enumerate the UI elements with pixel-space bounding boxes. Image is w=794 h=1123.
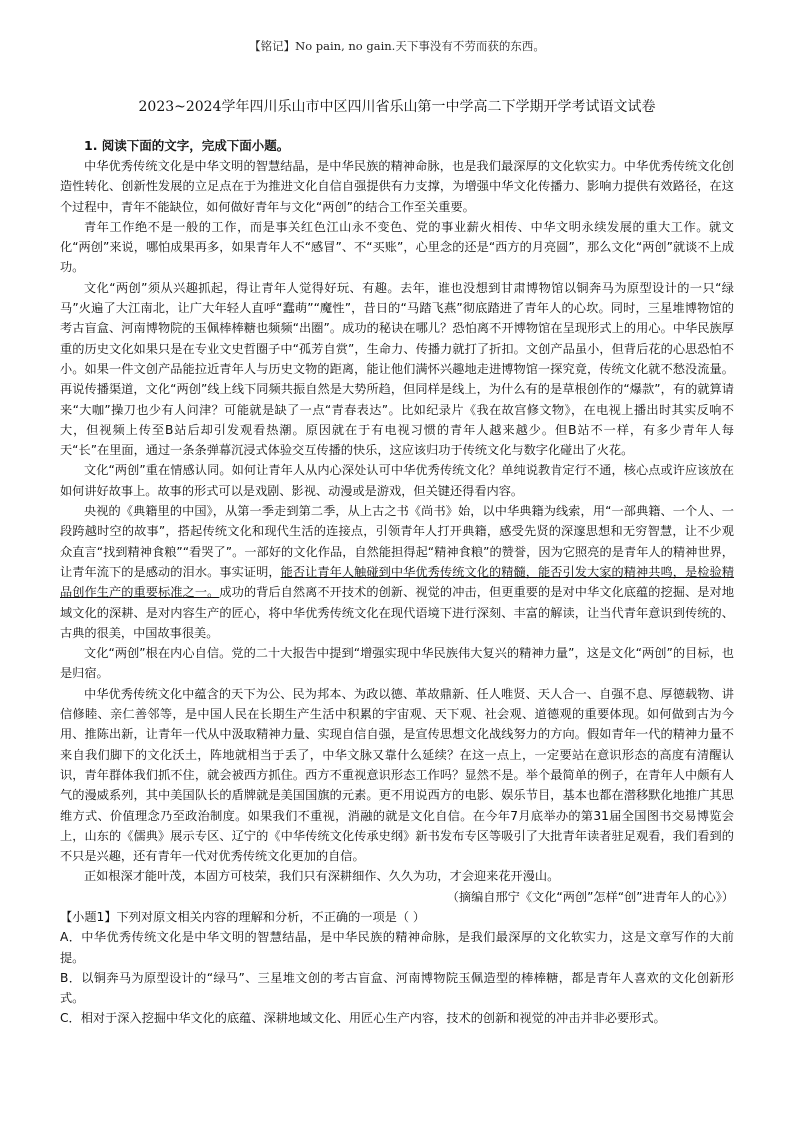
passage-paragraph-7: 中华优秀传统文化中蕴含的天下为公、民为邦本、为政以德、革故鼎新、任人唯贤、天人合一、自强不息、厚德载物、讲信修睦、亲仁善邻等，是中国人民在长期生产生活中积累的宇宙观、天下观、社会观、道德观的重要体现。如何做到古为今用、推陈出新，让青年一代从中汲取精神力量、实现自信自强，是宣传思想文化战线努力的方向。假如青年一代的精神力量不来自我们脚下的文化沃土，阵地就相当于丢了，中华文脉又靠什么延续？在这一点上，一定要站在意识形态的高度有清醒认识，青年群体我们抓不住，就会被西方抓住。西方不重视意识形态工作吗？显然不是。举个最简单的例子，在青年人中颇有人气的漫威系列，其中美国队长的盾牌就是美国国旗的元素。更不用说西方的电影、娱乐节目，基本也都在潜移默化地推广其思维方式、价值理念乃至政治制度。如果我们不重视，消融的就是文化自信。在今年7月底举办的第31届全国图书交易博览会上，山东的《儒典》展示专区、辽宁的《中华传统文化传承史纲》新书发布专区等吸引了大批青年读者驻足观看，我们看到的不只是兴趣，还有青年一代对优秀传统文化更加的自信。 [60,686,734,864]
question-body [60,136,734,1029]
passage-paragraph-8: 正如根深才能叶茂，本固方可枝荣，我们只有深耕细作、久久为功，才会迎来花开漫山。 [84,869,560,884]
question-heading: 1. 阅读下面的文字，完成下面小题。 [84,138,290,153]
option-c: C．相对于深入挖掘中华文化的底蕴、深耕地域文化、用匠心生产内容，技术的创新和视觉的冲击并非必要形式。 [60,1011,666,1026]
motto-header: 【铭记】No pain, no gain.天下事没有不劳而获的东西。 [249,39,545,53]
passage-paragraph-2: 青年工作绝不是一般的工作，而是事关红色江山永不变色、党的事业薪火相传、中华文明永续发展的重大工作。就文化“两创”来说，哪怕成果再多，如果青年人不“感冒”、不“买账”，心里念的还是“西方的月亮圆”，那么文化“两创”就谈不上成功。 [60,219,734,275]
option-b: B．以铜奔马为原型设计的“绿马”、三星堆文创的考古盲盒、河南博物院玉佩造型的棒棒糖，都是青年人喜欢的文化创新形式。 [60,970,734,1006]
passage-paragraph-4: 文化“两创”重在情感认同。如何让青年人从内心深处认可中华优秀传统文化？单纯说教肯定行不通，核心点或许应该放在如何讲好故事上。故事的形式可以是戏剧、影视、动漫或是游戏，但关键还得看内容。 [60,463,734,498]
subquestion-prompt: 【小题1】下列对原文相关内容的理解和分析，不正确的一项是（ ） [60,909,426,924]
passage-paragraph-1: 中华优秀传统文化是中华文明的智慧结晶，是中华民族的精神命脉，也是我们最深厚的文化软实力。中华优秀传统文化创造性转化、创新性发展的立足点在于为推进文化自信自强提供有力支撑，为增强中华文化传播力、影响力提供有效路径，在这个过程中，青年不能缺位，如何做好青年与文化“两创”的结合工作至关重要。 [60,159,734,214]
passage-paragraph-6: 文化“两创”根在内心自信。党的二十大报告中提到“增强实现中华民族伟大复兴的精神力量”，这是文化“两创”的目标，也是归宿。 [60,646,734,681]
option-a: A．中华优秀传统文化是中华文明的智慧结晶，是中华民族的精神命脉，是我们最深厚的文化软实力，这是文章写作的大前提。 [60,930,734,965]
passage-paragraph-3: 文化“两创”须从兴趣抓起，得让青年人觉得好玩、有趣。去年，谁也没想到甘肃博物馆以铜奔马为原型设计的一只“绿马”火遍了大江南北，让广大年轻人直呼“蠢萌”“魔性”，昔日的“马踏飞燕”彻底踏进了青年人的心坎。同时，三星堆博物馆的考古盲盒、河南博物院的玉佩棒棒糖也频频“出圈”。成功的秘诀在哪儿？恐怕离不开博物馆在呈现形式上的用心。中华民族厚重的历史文化如果只是在专业文史哲圈子中“孤芳自赏”，生命力、传播力就打了折扣。文创产品虽小，但背后花的心思恐怕不小。如果一件文创产品能拉近青年人与历史文物的距离，能让他们满怀兴趣地走进博物馆一探究竟，传统文化就不愁没流量。再说传播渠道，文化“两创”线上线下同频共振自然是大势所趋，但同样是线上，为什么有的是草根创作的“爆款”，有的就算请来“大咖”操刀也少有人问津？可能就是缺了一点“青春表达”。比如纪录片《我在故宫修文物》，在电视上播出时其实反响不大，但视频上传至B站后却引发观看热潮。原因就在于有电视习惯的青年人越来越少。但B站不一样，有多少青年人每天“长”在里面，通过一条条弹幕沉浸式体验交互传播的快乐，这应该归功于传统文化与数字化碰出了火花。 [60,280,734,458]
passage-source: （摘编自邢宁《文化“两创”怎样“创”进青年人的心》） [446,889,734,904]
paragraph-text: 央视的《典籍里的中国》，从第一季走到第二季，从上古之书《尚书》始，以中华典籍为线索，用“一部典籍、一个人、一段跨越时空的故事”，搭起传统文化和现代生活的连接点，引领青年人打开典籍，感受先贤的深邃思想和无穷智慧，让不少观众直言“找到精神食粮”“看哭了”。一部好的文化作品，自然能担得起“精神食粮”的赞誉，因为它照亮的是青年人的精神世界，让青年流下的是感动的泪水。事实证明， [60,504,734,579]
paragraph-text: 成功的背后自然离不开技术的创新、视觉的冲击，但更重要的是对中华文化底蕴的挖掘、是对地域文化的深耕、是对内容生产的匠心，将中华优秀传统文化在现代语境下进行深刻、丰富的解读，让当代青年意识到传统的、古典的很美，中国故事很美。 [60,585,735,640]
underlined-sentence: 能否让青年人触碰到中华优秀传统文化的精髓，能否引发大家的精神共鸣，是检验精品创作生产的重要标准之一。 [60,564,735,600]
passage-paragraph-5 [60,501,734,643]
exam-title: 2023~2024学年四川乐山市中区四川省乐山第一中学高二下学期开学考试语文试卷 [138,99,656,115]
